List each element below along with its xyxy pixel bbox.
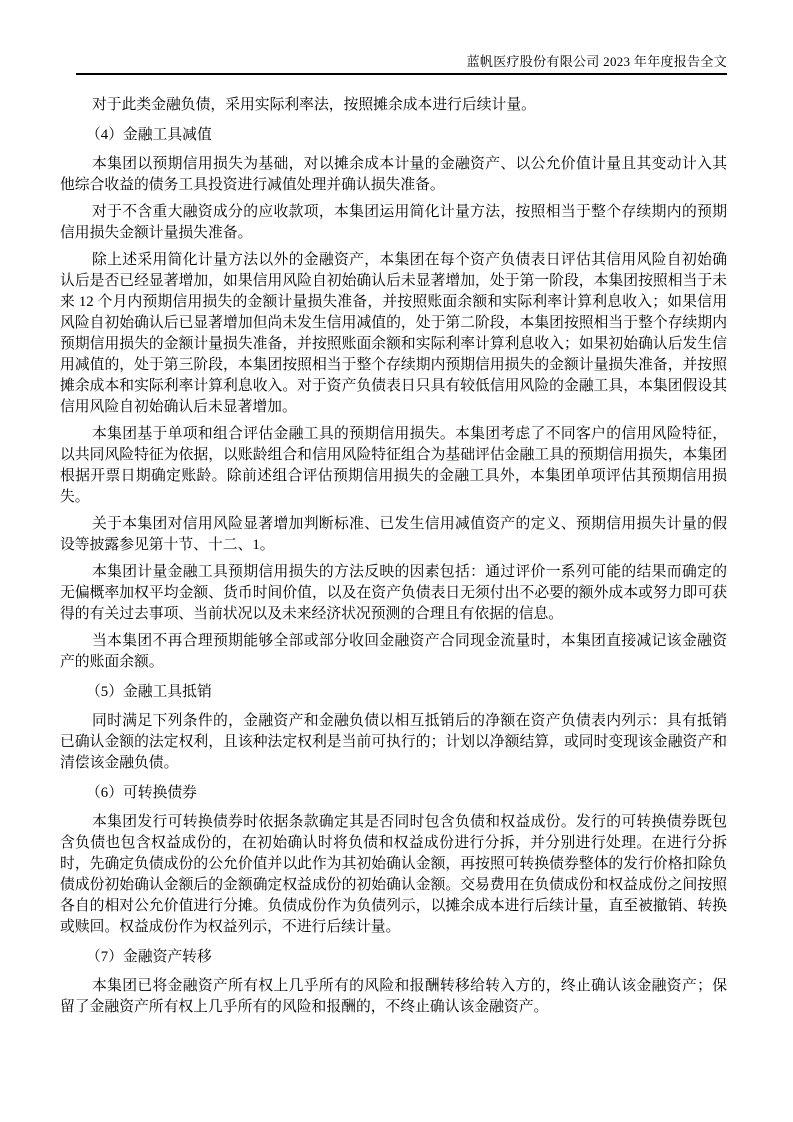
- section-subheading: （6）可转换债券: [86, 785, 197, 801]
- section-subheading: （5）金融工具抵销: [86, 684, 212, 700]
- body-paragraph: 本集团计量金融工具预期信用损失的方法反映的因素包括：通过评价一系列可能的结果而确定的无偏概率加权平均金额、货币时间价值，以及在资产负债表日无须付出不必要的额外成本或努力即可获得的有关过去事项、当前状况以及未来经济状况预测的合理且有依据的信息。: [60, 564, 727, 622]
- body-paragraph: 本集团以预期信用损失为基础，对以摊余成本计量的金融资产、以公允价值计量且其变动计入其他综合收益的债务工具投资进行减值处理并确认损失准备。: [60, 156, 727, 193]
- section-subheading: （4）金融工具减值: [86, 127, 212, 143]
- body-paragraph: 当本集团不再合理预期能够全部或部分收回金融资产合同现金流量时，本集团直接减记该金融资产的账面余额。: [60, 633, 727, 670]
- section-subheading: （7）金融资产转移: [86, 949, 212, 965]
- body-paragraph: 同时满足下列条件的，金融资产和金融负债以相互抵销后的净额在资产负债表内列示：具有抵销已确认金额的法定权利，且该种法定权利是当前可执行的；计划以净额结算，或同时变现该金融资产和清偿该金融负债。: [60, 713, 727, 771]
- document-body: [60, 75, 727, 1018]
- body-paragraph: 对于此类金融负债，采用实际利率法，按照摊余成本进行后续计量。: [92, 97, 536, 113]
- body-paragraph: 本集团基于单项和组合评估金融工具的预期信用损失。本集团考虑了不同客户的信用风险特征，以共同风险特征为依据，以账龄组合和信用风险特征组合为基础评估金融工具的预期信用损失，本集团根据开票日期确定账龄。除前述组合评估预期信用损失的金融工具外，本集团单项评估其预期信用损失。: [60, 426, 727, 505]
- body-paragraph: 除上述采用简化计量方法以外的金融资产，本集团在每个资产负债表日评估其信用风险自初始确认后是否已经显著增加，如果信用风险自初始确认后未显著增加，处于第一阶段，本集团按照相当于未来 12 个月内预期信用损失的金额计量损失准备，并按照账面余额和实际利率计算利息收入；如果信用风险自初始确认后已显著增加但尚未发生信用减值的，处于第二阶段，本集团按照相当于整个存续期内预期信用损失的金额计量损失准备，并按照账面余额和实际利率计算利息收入；如果初始确认后发生信用减值的，处于第三阶段，本集团按照相当于整个存续期内预期信用损失的金额计量损失准备，并按照摊余成本和实际利率计算利息收入。对于资产负债表日只具有较低信用风险的金融工具，本集团假设其信用风险自初始确认后未显著增加。: [60, 252, 727, 415]
- body-paragraph: 本集团已将金融资产所有权上几乎所有的风险和报酬转移给转入方的，终止确认该金融资产；保留了金融资产所有权上几乎所有的风险和报酬的，不终止确认该金融资产。: [60, 978, 727, 1015]
- body-paragraph: 本集团发行可转换债券时依据条款确定其是否同时包含负债和权益成份。发行的可转换债券既包含负债也包含权益成份的，在初始确认时将负债和权益成份进行分拆，并分别进行处理。在进行分拆时，先确定负债成份的公允价值并以此作为其初始确认金额，再按照可转换债券整体的发行价格扣除负债成份初始确认金额后的金额确定权益成份的初始确认金额。交易费用在负债成份和权益成份之间按照各自的相对公允价值进行分摊。负债成份作为负债列示，以摊余成本进行后续计量，直至被撤销、转换或赎回。权益成份作为权益列示，不进行后续计量。: [60, 814, 727, 935]
- body-paragraph: 关于本集团对信用风险显著增加判断标准、已发生信用减值资产的定义、预期信用损失计量的假设等披露参见第十节、十二、1。: [60, 516, 727, 553]
- header-title: 蓝帆医疗股份有限公司 2023 年年度报告全文: [466, 54, 727, 69]
- page-header: [76, 0, 727, 75]
- body-paragraph: 对于不含重大融资成分的应收款项，本集团运用简化计量方法，按照相当于整个存续期内的预期信用损失金额计量损失准备。: [60, 204, 727, 241]
